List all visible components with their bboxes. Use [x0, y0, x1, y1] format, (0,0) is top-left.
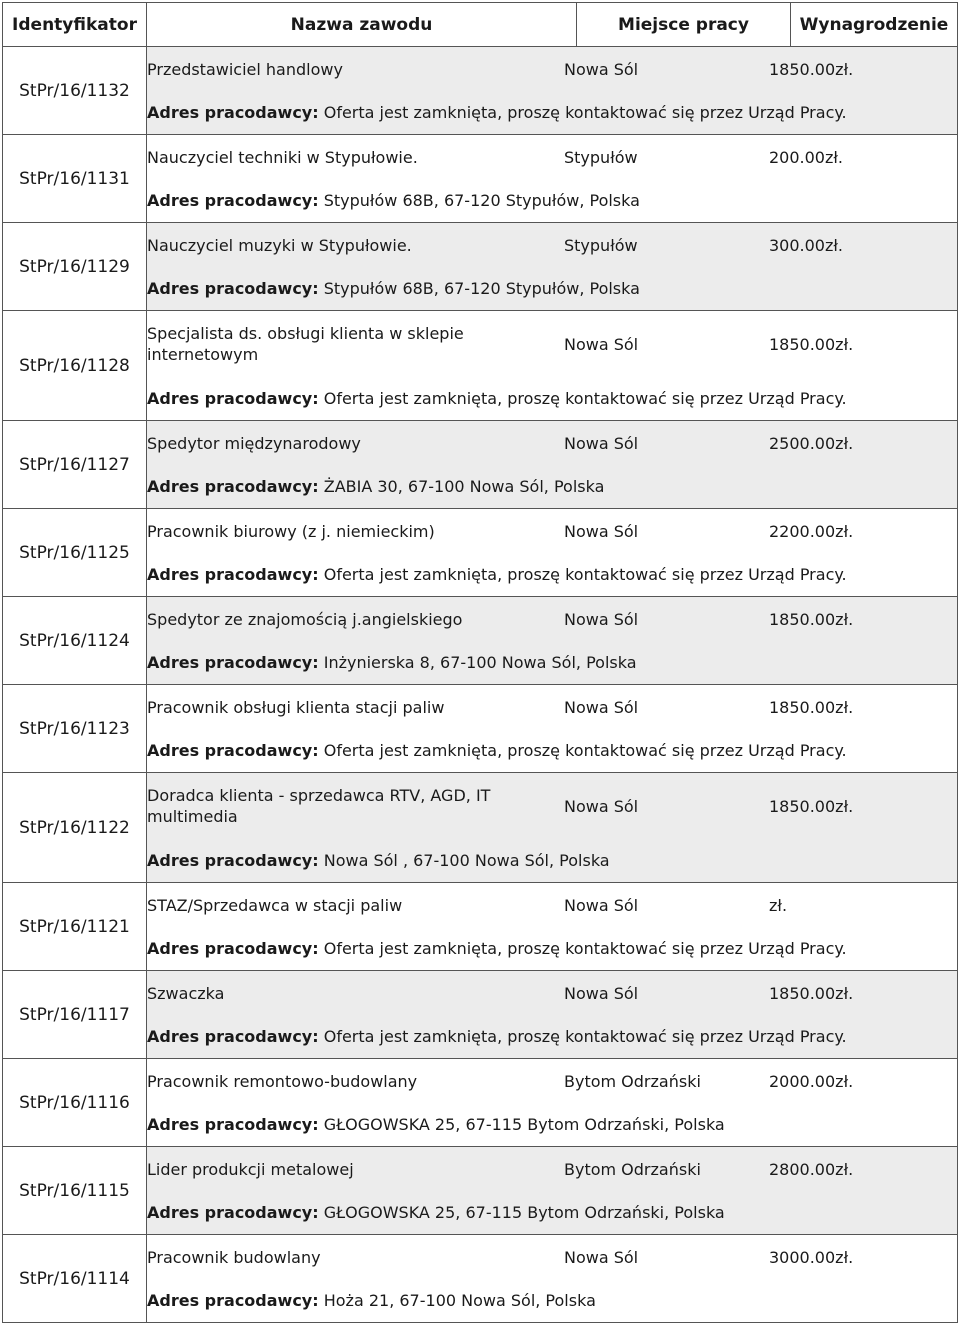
- table-row: [3, 47, 958, 135]
- offer-address-line: [147, 267, 957, 310]
- offer-details-grid: [147, 773, 957, 882]
- job-location: Nowa Sól: [564, 609, 639, 629]
- job-location: Nowa Sól: [564, 895, 639, 915]
- offer-details: [147, 135, 958, 223]
- job-salary: 300.00zł.: [769, 235, 844, 255]
- job-location: Nowa Sól: [564, 59, 639, 79]
- job-title: Nauczyciel muzyki w Stypułowie.: [147, 235, 412, 255]
- table-row: [3, 883, 958, 971]
- header-salary: Wynagrodzenie: [791, 3, 958, 47]
- address-value: Stypułów 68B, 67-120 Stypułów, Polska: [323, 279, 640, 298]
- offer-details-grid: [147, 311, 957, 420]
- employer-address: [147, 839, 957, 882]
- offer-details-grid: [147, 135, 957, 222]
- offer-main-line: [147, 1059, 957, 1103]
- offer-address-line: [147, 1279, 957, 1322]
- offer-id: StPr/16/1121: [3, 883, 147, 971]
- job-salary: 2500.00zł.: [769, 433, 854, 453]
- address-label: Adres pracodawcy:: [147, 389, 319, 408]
- offer-id: StPr/16/1123: [3, 685, 147, 773]
- job-title: Szwaczka: [147, 983, 225, 1003]
- job-salary: 1850.00zł.: [769, 334, 854, 354]
- offer-main-line: [147, 1235, 957, 1279]
- address-label: Adres pracodawcy:: [147, 851, 319, 870]
- table-row: [3, 509, 958, 597]
- offer-address-line: [147, 465, 957, 508]
- offer-main-line: [147, 773, 957, 839]
- offer-id: StPr/16/1125: [3, 509, 147, 597]
- employer-address: [147, 91, 957, 134]
- offer-details-grid: [147, 509, 957, 596]
- offer-main-line: [147, 971, 957, 1015]
- offer-details-grid: [147, 47, 957, 134]
- table-row: [3, 421, 958, 509]
- address-label: Adres pracodawcy:: [147, 1203, 319, 1222]
- offer-address-line: [147, 1103, 957, 1146]
- job-salary: 3000.00zł.: [769, 1247, 854, 1267]
- offer-main-line: [147, 597, 957, 641]
- offer-details: [147, 223, 958, 311]
- header-row: [3, 3, 958, 47]
- offer-address-line: [147, 1191, 957, 1234]
- offer-details-grid: [147, 1059, 957, 1146]
- address-label: Adres pracodawcy:: [147, 1291, 319, 1310]
- offer-main-line: [147, 883, 957, 927]
- employer-address: [147, 553, 957, 596]
- job-salary: zł.: [769, 895, 788, 915]
- header-place: Miejsce pracy: [577, 3, 791, 47]
- offer-address-line: [147, 377, 957, 420]
- offer-details: [147, 1235, 958, 1323]
- offer-id: StPr/16/1122: [3, 773, 147, 883]
- header-id: Identyfikator: [3, 3, 147, 47]
- offer-details-grid: [147, 223, 957, 310]
- address-value: Oferta jest zamknięta, proszę kontaktować się przez Urząd Pracy.: [323, 565, 847, 584]
- address-label: Adres pracodawcy:: [147, 279, 319, 298]
- offer-details-grid: [147, 1235, 957, 1322]
- job-location: Nowa Sól: [564, 521, 639, 541]
- job-title: Doradca klienta - sprzedawca RTV, AGD, IT multimedia: [147, 786, 491, 826]
- job-location: Nowa Sól: [564, 334, 639, 354]
- offer-main-line: [147, 1147, 957, 1191]
- job-location: Nowa Sól: [564, 983, 639, 1003]
- job-salary: 2000.00zł.: [769, 1071, 854, 1091]
- job-location: Bytom Odrzański: [564, 1159, 701, 1179]
- table-row: [3, 597, 958, 685]
- address-label: Adres pracodawcy:: [147, 741, 319, 760]
- employer-address: [147, 1279, 957, 1322]
- offer-main-line: [147, 223, 957, 267]
- job-location: Nowa Sól: [564, 1247, 639, 1267]
- table-row: [3, 135, 958, 223]
- address-label: Adres pracodawcy:: [147, 939, 319, 958]
- offer-main-line: [147, 509, 957, 553]
- address-value: Stypułów 68B, 67-120 Stypułów, Polska: [323, 191, 640, 210]
- employer-address: [147, 465, 957, 508]
- address-value: Oferta jest zamknięta, proszę kontaktować się przez Urząd Pracy.: [323, 103, 847, 122]
- job-offers-table: [2, 2, 958, 1323]
- offer-id: StPr/16/1115: [3, 1147, 147, 1235]
- job-salary: 1850.00zł.: [769, 609, 854, 629]
- address-label: Adres pracodawcy:: [147, 1115, 319, 1134]
- offer-details-grid: [147, 685, 957, 772]
- offer-details: [147, 597, 958, 685]
- address-label: Adres pracodawcy:: [147, 653, 319, 672]
- job-title: Lider produkcji metalowej: [147, 1159, 354, 1179]
- table-row: [3, 685, 958, 773]
- table-body: [3, 47, 958, 1323]
- address-label: Adres pracodawcy:: [147, 1027, 319, 1046]
- job-location: Nowa Sól: [564, 796, 639, 816]
- offer-details: [147, 773, 958, 883]
- offer-details-grid: [147, 883, 957, 970]
- address-value: Hoża 21, 67-100 Nowa Sól, Polska: [323, 1291, 596, 1310]
- job-salary: 1850.00zł.: [769, 697, 854, 717]
- address-label: Adres pracodawcy:: [147, 565, 319, 584]
- employer-address: [147, 1103, 957, 1146]
- offer-id: StPr/16/1129: [3, 223, 147, 311]
- offer-main-line: [147, 421, 957, 465]
- offer-address-line: [147, 927, 957, 970]
- offer-details: [147, 883, 958, 971]
- offer-main-line: [147, 311, 957, 377]
- job-salary: 1850.00zł.: [769, 983, 854, 1003]
- address-label: Adres pracodawcy:: [147, 191, 319, 210]
- offer-address-line: [147, 91, 957, 134]
- job-title: Przedstawiciel handlowy: [147, 59, 343, 79]
- job-location: Nowa Sól: [564, 433, 639, 453]
- job-location: Stypułów: [564, 147, 638, 167]
- offer-id: StPr/16/1132: [3, 47, 147, 135]
- offer-details: [147, 1059, 958, 1147]
- job-location: Nowa Sól: [564, 697, 639, 717]
- offer-details-grid: [147, 1147, 957, 1234]
- offer-details: [147, 421, 958, 509]
- address-value: Inżynierska 8, 67-100 Nowa Sól, Polska: [323, 653, 637, 672]
- employer-address: [147, 267, 957, 310]
- job-location: Bytom Odrzański: [564, 1071, 701, 1091]
- offer-details: [147, 509, 958, 597]
- header-name: Nazwa zawodu: [147, 3, 577, 47]
- employer-address: [147, 729, 957, 772]
- offer-id: StPr/16/1114: [3, 1235, 147, 1323]
- offer-details: [147, 311, 958, 421]
- job-title: Specjalista ds. obsługi klienta w sklepie internetowym: [147, 324, 464, 364]
- job-location: Stypułów: [564, 235, 638, 255]
- employer-address: [147, 1191, 957, 1234]
- offer-id: StPr/16/1116: [3, 1059, 147, 1147]
- address-value: Oferta jest zamknięta, proszę kontaktować się przez Urząd Pracy.: [323, 1027, 847, 1046]
- address-label: Adres pracodawcy:: [147, 103, 319, 122]
- job-salary: 1850.00zł.: [769, 59, 854, 79]
- address-value: Nowa Sól , 67-100 Nowa Sól, Polska: [323, 851, 610, 870]
- job-title: STAZ/Sprzedawca w stacji paliw: [147, 895, 403, 915]
- offer-address-line: [147, 641, 957, 684]
- address-value: Oferta jest zamknięta, proszę kontaktować się przez Urząd Pracy.: [323, 389, 847, 408]
- job-title: Pracownik biurowy (z j. niemieckim): [147, 521, 435, 541]
- offer-address-line: [147, 1015, 957, 1058]
- address-value: GŁOGOWSKA 25, 67-115 Bytom Odrzański, Polska: [323, 1203, 725, 1222]
- offer-details-grid: [147, 597, 957, 684]
- table-row: [3, 1059, 958, 1147]
- offer-id: StPr/16/1124: [3, 597, 147, 685]
- job-title: Spedytor międzynarodowy: [147, 433, 361, 453]
- offer-id: StPr/16/1128: [3, 311, 147, 421]
- employer-address: [147, 641, 957, 684]
- offer-details: [147, 971, 958, 1059]
- offer-id: StPr/16/1127: [3, 421, 147, 509]
- employer-address: [147, 1015, 957, 1058]
- table-row: [3, 1235, 958, 1323]
- table-row: [3, 971, 958, 1059]
- job-title: Nauczyciel techniki w Stypułowie.: [147, 147, 418, 167]
- address-label: Adres pracodawcy:: [147, 477, 319, 496]
- job-salary: 1850.00zł.: [769, 796, 854, 816]
- offer-address-line: [147, 729, 957, 772]
- job-title: Pracownik obsługi klienta stacji paliw: [147, 697, 445, 717]
- job-title: Pracownik budowlany: [147, 1247, 321, 1267]
- table-row: [3, 311, 958, 421]
- address-value: Oferta jest zamknięta, proszę kontaktować się przez Urząd Pracy.: [323, 939, 847, 958]
- offer-main-line: [147, 47, 957, 91]
- table-row: [3, 1147, 958, 1235]
- job-title: Pracownik remontowo-budowlany: [147, 1071, 418, 1091]
- offer-details-grid: [147, 971, 957, 1058]
- offer-details: [147, 685, 958, 773]
- address-value: ŻABIA 30, 67-100 Nowa Sól, Polska: [323, 477, 605, 496]
- offer-details-grid: [147, 421, 957, 508]
- offer-id: StPr/16/1117: [3, 971, 147, 1059]
- table-row: [3, 773, 958, 883]
- address-value: Oferta jest zamknięta, proszę kontaktować się przez Urząd Pracy.: [323, 741, 847, 760]
- table-row: [3, 223, 958, 311]
- offer-details: [147, 1147, 958, 1235]
- employer-address: [147, 377, 957, 420]
- address-value: GŁOGOWSKA 25, 67-115 Bytom Odrzański, Polska: [323, 1115, 725, 1134]
- employer-address: [147, 179, 957, 222]
- offer-address-line: [147, 179, 957, 222]
- offer-main-line: [147, 135, 957, 179]
- job-title: Spedytor ze znajomością j.angielskiego: [147, 609, 463, 629]
- job-salary: 2800.00zł.: [769, 1159, 854, 1179]
- offer-id: StPr/16/1131: [3, 135, 147, 223]
- offer-main-line: [147, 685, 957, 729]
- offer-details: [147, 47, 958, 135]
- job-salary: 200.00zł.: [769, 147, 844, 167]
- job-salary: 2200.00zł.: [769, 521, 854, 541]
- employer-address: [147, 927, 957, 970]
- offer-address-line: [147, 553, 957, 596]
- offer-address-line: [147, 839, 957, 882]
